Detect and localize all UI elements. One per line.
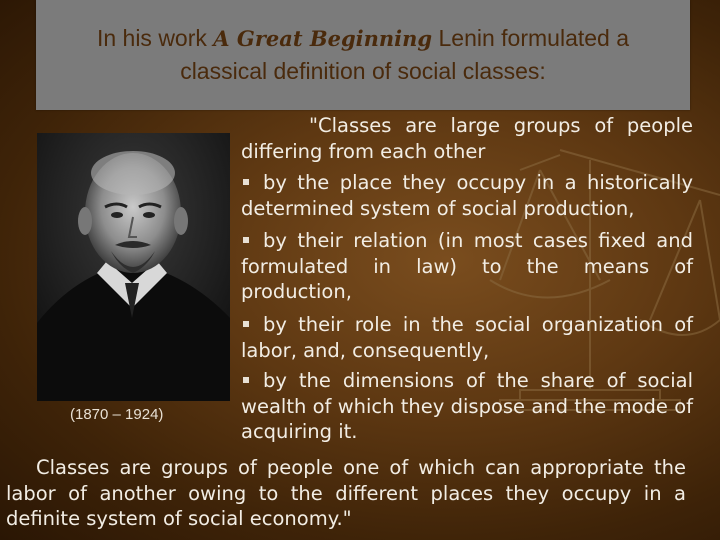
title-prefix: In his work [96, 25, 214, 51]
bullet-square-icon [243, 377, 249, 383]
quote-bullet [241, 368, 693, 445]
quote-bullet [241, 170, 693, 221]
bullet-square-icon [243, 237, 249, 243]
quote-bullet [241, 312, 693, 363]
quote-bullet [241, 228, 693, 305]
quote-bullet-text: by their relation (in most cases fixed and formulated in law) to the means of production, [241, 229, 693, 304]
portrait-years: (1870 – 1924) [70, 406, 164, 423]
quote-bullet-text: by the place they occupy in a historically determined system of social production, [241, 171, 693, 220]
title-box [36, 0, 690, 110]
title-line2: classical definition of social classes: [180, 58, 546, 84]
bullet-square-icon [243, 321, 249, 327]
title-work: A Great Beginning [213, 26, 433, 51]
quote-bullet-text: by their role in the social organization of labor, and, consequently, [241, 313, 693, 362]
quote-closing: Classes are groups of people one of which can appropriate the labor of another owing to the different places they occupy in a definite system of social economy." [6, 456, 686, 531]
portrait-illustration [37, 133, 230, 401]
quote-bullet-text: by the dimensions of the share of social wealth of which they dispose and the mode of acquiring it. [241, 369, 693, 444]
slide-title [36, 22, 690, 87]
title-suffix: formulated a [494, 25, 630, 51]
bullet-square-icon [243, 179, 249, 185]
portrait-photo [37, 133, 230, 401]
title-name: Lenin [432, 25, 495, 51]
quote-intro: "Classes are large groups of people differing from each other [241, 114, 693, 163]
